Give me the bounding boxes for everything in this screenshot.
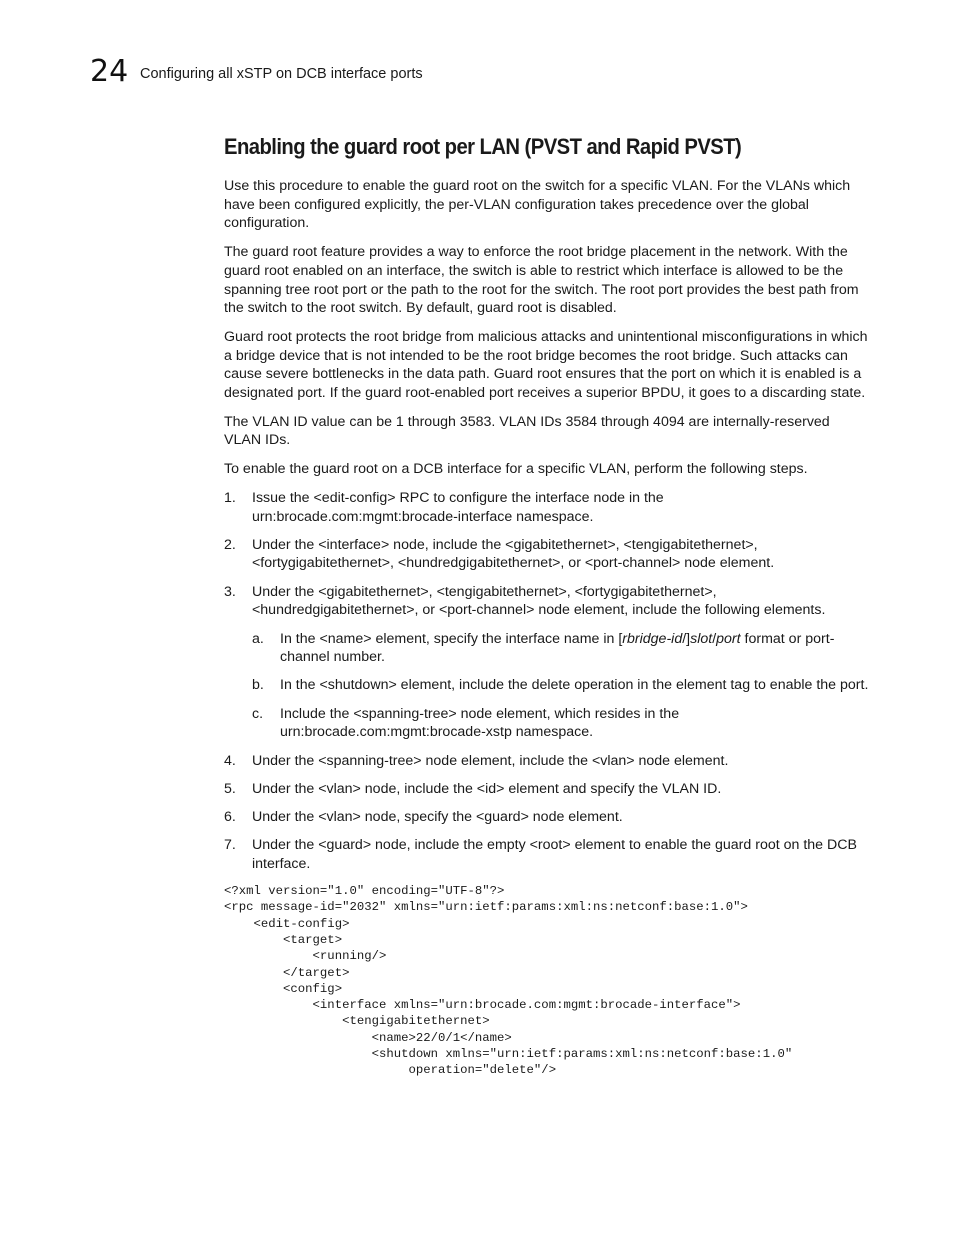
substep-letter: b. bbox=[252, 677, 264, 694]
step-text: Under the <vlan> node, specify the <guard> node element. bbox=[252, 808, 623, 825]
substep-text-before: In the <name> element, specify the interface name in [ bbox=[280, 630, 623, 647]
substep-text: Include the <spanning-tree> node element, which resides in the urn:brocade.com:mgmt:brocade-xstp namespace. bbox=[280, 705, 680, 741]
substep-text: In the <shutdown> element, include the delete operation in the element tag to enable the port. bbox=[280, 677, 869, 694]
step-3 bbox=[224, 583, 869, 742]
steps-intro-paragraph: To enable the guard root on a DCB interface for a specific VLAN, perform the following steps. bbox=[224, 461, 808, 478]
step-number: 7. bbox=[224, 837, 236, 854]
step-text: Under the <vlan> node, include the <id> element and specify the VLAN ID. bbox=[252, 780, 722, 797]
substep-slash-bracket: /] bbox=[682, 630, 691, 647]
step-text: Under the <interface> node, include the <gigabitethernet>, <tengigabitethernet>, <fortygigabitethernet>, <hundredgigabitethernet>, or <port-channel> node element. bbox=[252, 536, 775, 572]
chapter-number: 24 bbox=[90, 54, 129, 89]
procedure-steps bbox=[224, 489, 869, 874]
step-number: 6. bbox=[224, 808, 236, 825]
substep-a bbox=[252, 630, 869, 667]
step-6 bbox=[224, 808, 869, 827]
guard-root-protection-paragraph: Guard root protects the root bridge from malicious attacks and unintentional misconfigurations in which a bridge device that is not intended to be the root bridge becomes the root bridge. Such attacks can cause severe bottlenecks in the data path. Guard root ensures that the port on which it is enabled is a designated port. If the guard root-enabled port receives a superior BPDU, it goes to a discarding state. bbox=[224, 328, 868, 402]
port-term: port bbox=[716, 630, 741, 647]
substep-letter: c. bbox=[252, 705, 264, 722]
substep-c bbox=[252, 705, 869, 742]
step-3-substeps bbox=[252, 630, 869, 743]
step-5 bbox=[224, 780, 869, 799]
substep-text-after: format or port-channel number. bbox=[280, 630, 835, 666]
step-text: Under the <guard> node, include the empty <root> element to enable the guard root on the DCB interface. bbox=[252, 837, 857, 872]
slot-term: slot bbox=[690, 630, 713, 647]
substep-letter: a. bbox=[252, 630, 264, 647]
step-number: 1. bbox=[224, 489, 236, 506]
section-title: Enabling the guard root per LAN (PVST and Rapid PVST) bbox=[224, 134, 742, 159]
step-4 bbox=[224, 752, 869, 771]
step-text: Under the <spanning-tree> node element, include the <vlan> node element. bbox=[252, 752, 729, 769]
page-content bbox=[224, 132, 869, 1079]
rbridge-id-term: rbridge-id bbox=[622, 630, 683, 647]
step-number: 3. bbox=[224, 583, 236, 600]
step-1 bbox=[224, 489, 869, 526]
substep-b bbox=[252, 676, 869, 695]
step-text: Issue the <edit-config> RPC to configure the interface node in the urn:brocade.com:mgmt:brocade-interface namespace. bbox=[252, 489, 664, 525]
step-7 bbox=[224, 836, 869, 873]
step-text: Under the <gigabitethernet>, <tengigabitethernet>, <fortygigabitethernet>, <hundredgigabitethernet>, or <port-channel> node element, include the following elements. bbox=[252, 583, 826, 619]
guard-root-feature-paragraph: The guard root feature provides a way to enforce the root bridge placement in the network. With the guard root enabled on an interface, the switch is able to restrict which interface is allowed to be the spanning tree root port or the path to the root for the switch. The root port provides the best path from the switch to the root switch. By default, guard root is disabled. bbox=[224, 244, 859, 317]
substep-slash: / bbox=[712, 630, 717, 647]
vlan-id-range-paragraph: The VLAN ID value can be 1 through 3583. VLAN IDs 3584 through 4094 are internally-reserved VLAN IDs. bbox=[224, 413, 830, 449]
step-number: 2. bbox=[224, 536, 236, 553]
xml-code-example: <?xml version="1.0" encoding="UTF-8"?> <rpc message-id="2032" xmlns="urn:ietf:params:xml:ns:netconf:base:1.0"> <edit-config> <target> <running/> </target> <config> <interface xmlns="urn:brocade.com:mgmt:brocade-interface"> <tengigabitethernet> <name>22/0/1</name> <shutdown xmlns="urn:ietf:params:xml:ns:netconf:base:1.0" operation="delete"/> bbox=[224, 884, 793, 1078]
step-number: 5. bbox=[224, 780, 236, 797]
step-number: 4. bbox=[224, 752, 236, 769]
running-header-title: Configuring all xSTP on DCB interface ports bbox=[140, 66, 423, 82]
intro-paragraph: Use this procedure to enable the guard root on the switch for a specific VLAN. For the VLANs which have been configured explicitly, the per-VLAN configuration takes precedence over the global configuration. bbox=[224, 178, 851, 232]
step-2 bbox=[224, 536, 869, 573]
